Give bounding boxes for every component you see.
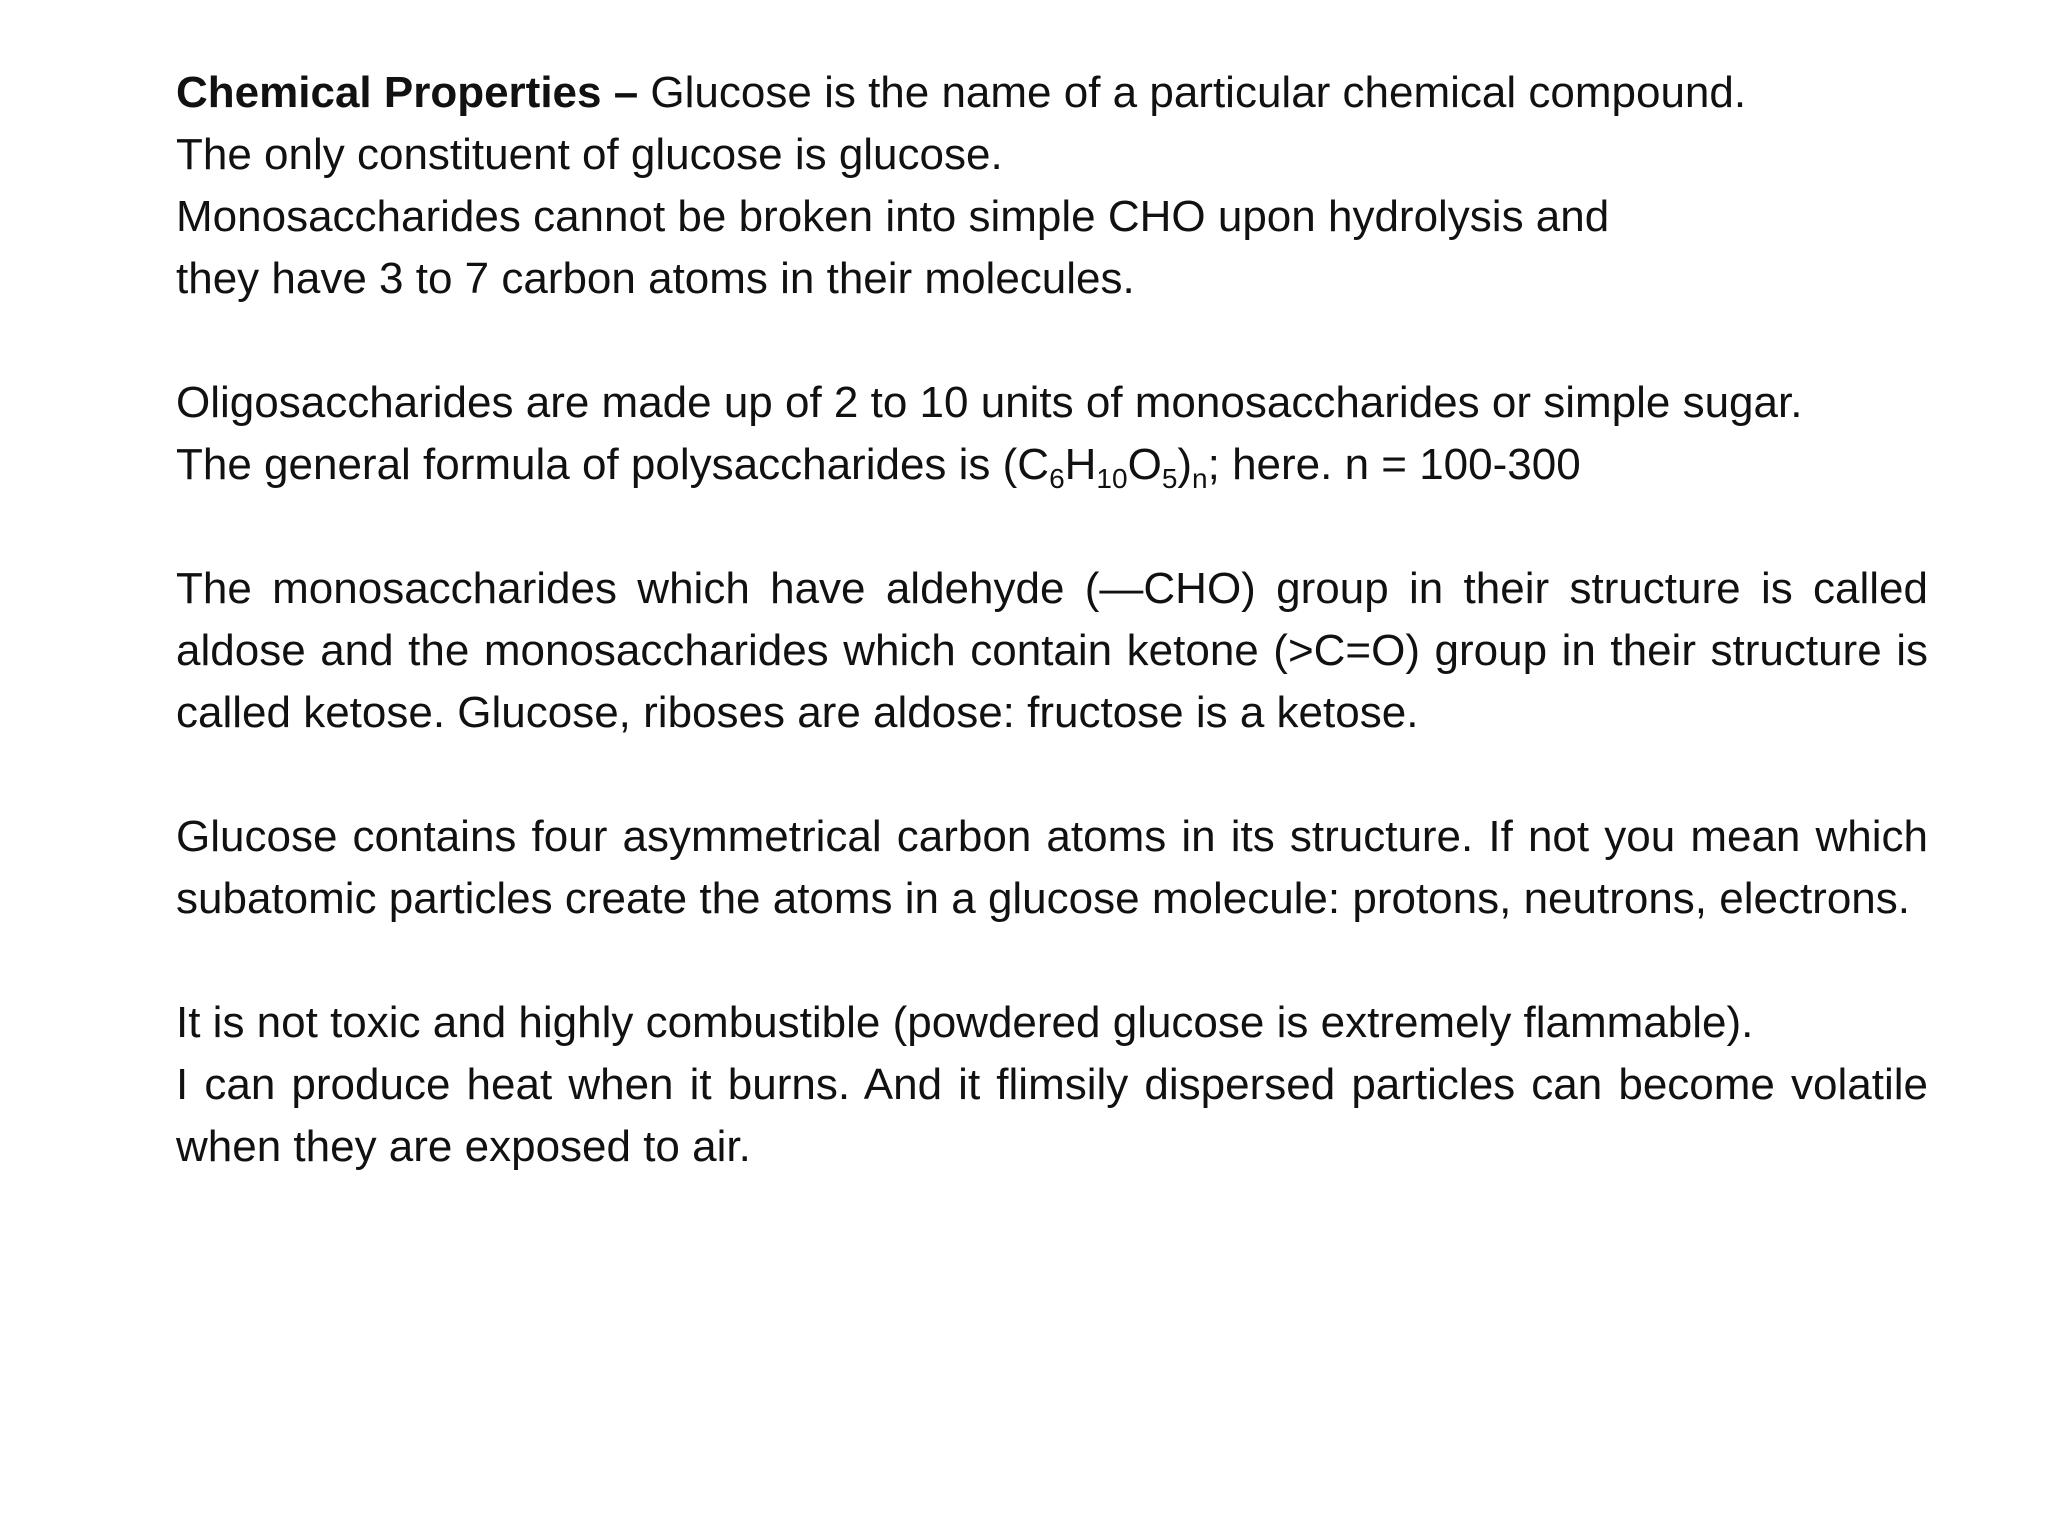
paragraph-spacer	[176, 310, 1928, 372]
text-fragment: O	[1127, 440, 1162, 489]
text-line	[176, 62, 1928, 124]
slide-body	[176, 62, 1928, 1178]
formula-line	[176, 434, 1928, 496]
section-heading: Chemical Properties –	[176, 68, 639, 117]
text-fragment: Glucose is the name of a particular chemical compound.	[638, 68, 1747, 117]
paragraph-spacer	[176, 496, 1928, 558]
text-line: they have 3 to 7 carbon atoms in their molecules.	[176, 254, 1135, 303]
text-line: It is not toxic and highly combustible (powdered glucose is extremely flammable).	[176, 998, 1754, 1047]
subscript: 10	[1096, 463, 1128, 494]
text-line: Monosaccharides cannot be broken into simple CHO upon hydrolysis and	[176, 192, 1610, 241]
text-fragment: ; here. n = 100-300	[1207, 440, 1581, 489]
text-fragment: The general formula of polysaccharides is (C	[176, 440, 1050, 489]
subscript: n	[1192, 463, 1208, 494]
paragraph-spacer	[176, 930, 1928, 992]
paragraph-spacer	[176, 744, 1928, 806]
subscript: 5	[1161, 463, 1178, 494]
text-fragment: )	[1177, 440, 1193, 489]
text-fragment: H	[1064, 440, 1097, 489]
text-line: The only constituent of glucose is glucose.	[176, 130, 1003, 179]
subscript: 6	[1049, 463, 1065, 494]
text-block: I can produce heat when it burns. And it flimsily dispersed particles can become volatile when they are exposed to air.	[176, 1060, 1928, 1171]
paragraph-chemical-properties	[176, 62, 1928, 310]
paragraph-asymmetrical-carbon: Glucose contains four asymmetrical carbon atoms in its structure. If not you mean which subatomic particles create the atoms in a glucose molecule: protons, neutrons, electrons.	[176, 812, 1928, 923]
paragraph-oligosaccharides	[176, 372, 1928, 496]
paragraph-combustibility	[176, 992, 1928, 1178]
text-line: Oligosaccharides are made up of 2 to 10 units of monosaccharides or simple sugar.	[176, 378, 1803, 427]
paragraph-aldose-ketose: The monosaccharides which have aldehyde (—CHO) group in their structure is called aldose and the monosaccharides which contain ketone (>C=O) group in their structure is called ketose. Glucose, riboses are aldose: fructose is a ketose.	[176, 564, 1928, 737]
